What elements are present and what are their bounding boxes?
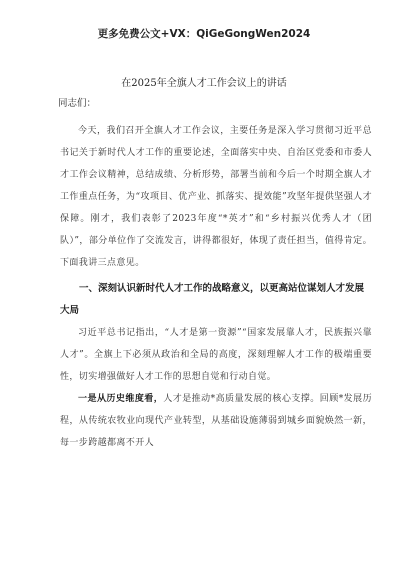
paragraph-history bbox=[60, 388, 372, 454]
document-title: 在2025年全旗人才工作会议上的讲话 bbox=[121, 78, 287, 89]
watermark-header: 更多免费公文+VX：QiGeGongWen2024 bbox=[97, 28, 311, 40]
paragraph-quote: 习近平总书记指出，“人才是第一资源”“国家发展靠人才，民族振兴靠人才”。全旗上下必须从政治和全局的高度，深刻理解人才工作的极端重要性，切实增强做好人才工作的思想自觉和行动自觉。 bbox=[60, 328, 372, 382]
paragraph-lead: 一是从历史维度看， bbox=[78, 394, 164, 404]
paragraph-opening: 今天，我们召开全旗人才工作会议，主要任务是深入学习贯彻习近平总书记关于新时代人才工作的重要论述，全面落实中央、自治区党委和市委人才工作会议精神，总结成绩、分析形势，部署当前和今后一个时期全旗人才工作重点任务，为“攻项目、优产业、抓落实、提效能”攻坚年提供坚强人才保障。刚才，我们表彰了2023年度“*英才”和“乡村振兴优秀人才（团队）”，部分单位作了交流发言，讲得都很好，体现了责任担当，值得肯定。下面我讲三点意见。 bbox=[60, 126, 372, 268]
salutation: 同志们： bbox=[58, 98, 97, 109]
paragraph-history-text: 人才是推动*高质量发展的核心支撑。回顾*发展历程，从传统农牧业向现代产业转型，从基础设施薄弱到城乡面貌焕然一新，每一步跨越都离不开人 bbox=[60, 394, 373, 448]
section-heading-1: 一、深刻认识新时代人才工作的战略意义，以更高站位谋划人才发展大局 bbox=[60, 283, 365, 316]
document-body bbox=[60, 94, 372, 454]
